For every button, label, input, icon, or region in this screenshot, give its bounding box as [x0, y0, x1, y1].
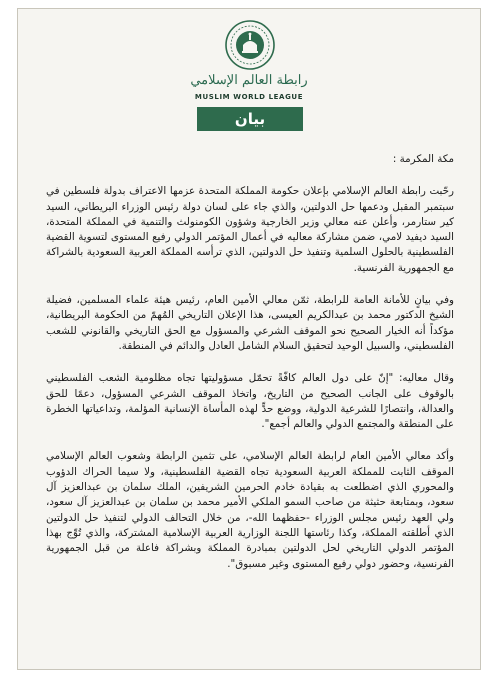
statement-body	[46, 152, 454, 664]
statement-sheet	[17, 8, 481, 670]
paragraph: وقال معاليه: "إنّ على دول العالم كافّةً تحمّل مسؤوليتها تجاه مظلومية الشعب الفلسطيني بالوقوف على الجانب الصحيح من التاريخ، واتخاذ الموقف الشرعي المسؤول، دعمًا للحق والعدالة، وانتصارًا للشرعية الدولية، ووضع حدٍّ لهذه المأساة الإنسانية المؤلمة، وتداعياتها الخطرة على المنطقة والمجتمع الدولي والعالم أجمع".	[46, 372, 454, 431]
statement-banner: بيان	[197, 107, 303, 131]
paragraph: وأكد معالي الأمين العام لرابطة العالم الإسلامي، على تثمين الرابطة وشعوب العالم الإسلامي الموقف الثابت للمملكة العربية السعودية تجاه القضية الفلسطينية، ولا سيما الحراك الدؤوب والمحوري الذي اضطلعت به بقيادة خادم الحرمين الشريفين، الملك سلمان بن عبدالعزيز آل سعود، وبمتابعة حثيثة من صاحب السمو الملكي الأمير محمد بن سلمان بن عبدالعزيز آل سعود، ولي العهد رئيس مجلس الوزراء -حفظهما الله-، من خلال التحالف الدولي لتنفيذ حل الدولتين الذي أطلقته المملكة، وكذا رئاستها اللجنة الوزارية العربية الإسلامية المشتركة، والذي تُوِّج بهذا المؤتمر الدولي التاريخي لحل الدولتين بمبادرة المملكة وبشراكة فاعلة من قبل الجمهورية الفرنسية، وحضور دولي رفيع المستوى وغير مسبوق".	[46, 450, 454, 570]
letterhead	[18, 9, 480, 144]
org-name-arabic: رابطة العالم الإسلامي	[190, 73, 308, 88]
paragraph: وفي بيانٍ للأمانة العامة للرابطة، ثمّن معالي الأمين العام، رئيس هيئة علماء المسلمين، فضيلة الشيخ الدكتور محمد بن عبدالكريم العيسى، هذا الإعلان التاريخي المُهمّ من الحكومة البريطانية، مؤكداً أنه الخيار الصحيح نحو الموقف الشرعي والمسؤول مع الحق التاريخي والقانوني للشعب الفلسطيني، والسبيل الوحيد لتحقيق السلام الشامل العادل والدائم في المنطقة.	[46, 294, 454, 352]
dateline: مكة المكرمة :	[392, 153, 454, 165]
paragraph: رحّبت رابطة العالم الإسلامي بإعلان حكومة المملكة المتحدة عزمها الاعتراف بدولة فلسطين في سبتمبر المقبل ودعمها حل الدولتين، والذي جاء على لسان دولة رئيس الوزراء البريطاني، السيد كير ستارمر، وأعلن عنه معالي وزير الخارجية وشؤون الكومنولث والتنمية في المملكة المتحدة، السيد ديفيد لامي، ضمن مشاركة معاليه في أعمال المؤتمر الدولي رفيع المستوى لتسوية القضية الفلسطينية بالحلول السلمية وتنفيذ حل الدولتين، الذي ترأسه المملكة العربية السعودية بالشراكة مع الجمهورية الفرنسية.	[46, 185, 454, 274]
league-emblem-icon	[224, 19, 276, 71]
org-name-english: MUSLIM WORLD LEAGUE	[194, 93, 304, 101]
